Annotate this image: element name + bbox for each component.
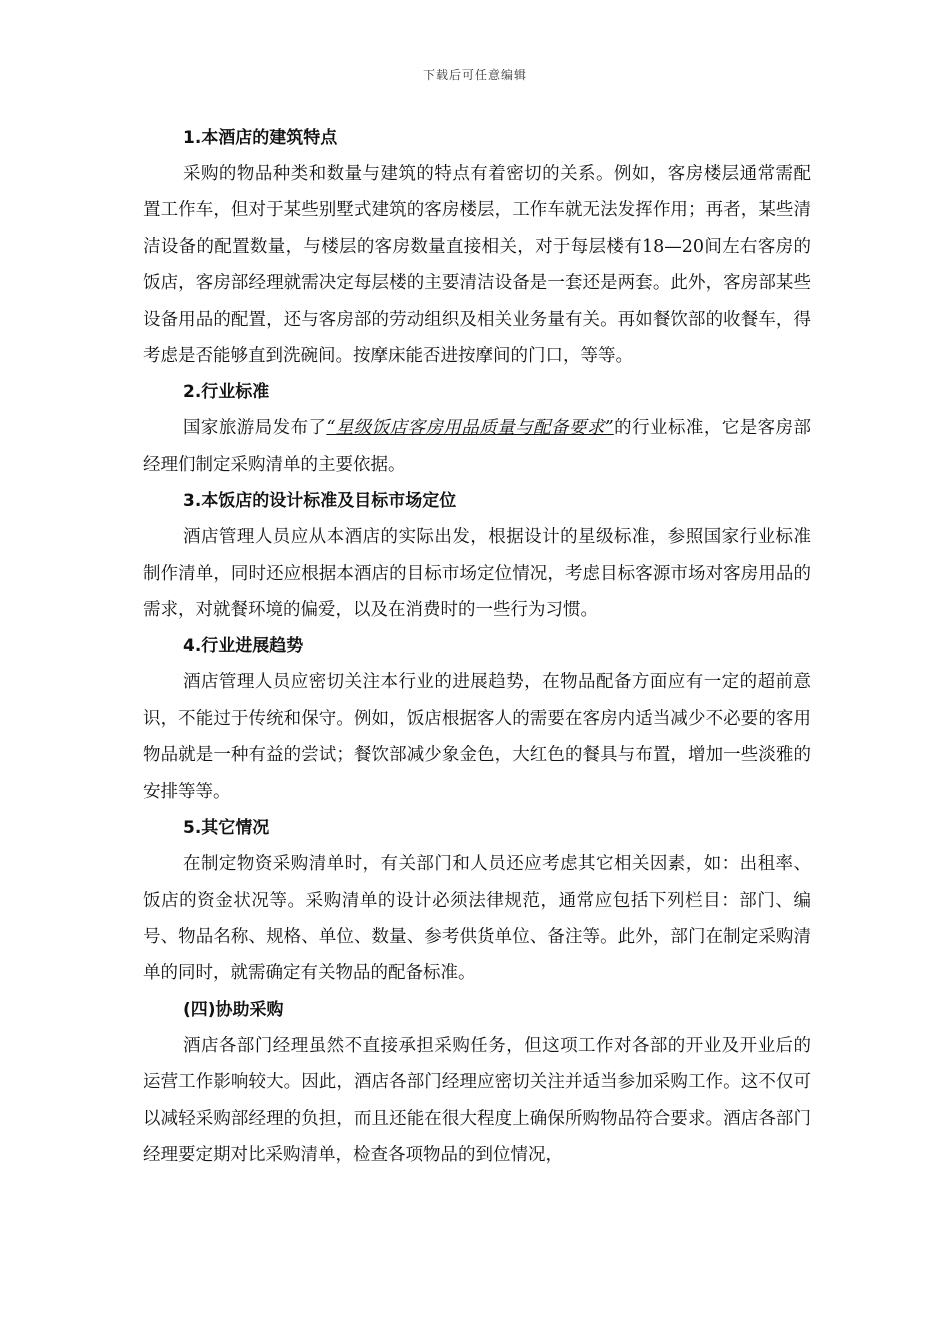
section-building-features [143, 120, 811, 374]
document-body [143, 120, 811, 1173]
section-paragraph: 酒店管理人员应密切关注本行业的进展趋势，在物品配备方面应有一定的超前意识，不能过于传统和保守。例如，饭店根据客人的需要在客房内适当减少不必要的客用物品就是一种有益的尝试；餐饮部减少象金色，大红色的餐具与布置，增加一些淡雅的安排等等。 [143, 672, 811, 802]
paragraph-text: 国家旅游局发布了 [183, 418, 327, 439]
standard-title-link[interactable]: “星级饭店客房用品质量与配备要求” [326, 418, 614, 439]
section-heading: 3.本饭店的设计标准及目标市场定位 [183, 491, 457, 512]
section-industry-standard [143, 374, 811, 483]
section-paragraph: 酒店管理人员应从本酒店的实际出发，根据设计的星级标准，参照国家行业标准制作清单，同时还应根据本酒店的目标市场定位情况，考虑目标客源市场对客房用品的需求，对就餐环境的偏爱，以及在消费时的一些行为习惯。 [143, 527, 811, 621]
section-paragraph: 在制定物资采购清单时，有关部门和人员还应考虑其它相关因素，如：出租率、饭店的资金状况等。采购清单的设计必须法律规范，通常应包括下列栏目：部门、编号、物品名称、规格、单位、数量、参考供货单位、备注等。此外，部门在制定采购清单的同时，就需确定有关物品的配备标准。 [143, 854, 811, 984]
section-other [143, 810, 811, 992]
page-header-note: 下载后可任意编辑 [422, 68, 527, 82]
section-design-standard [143, 483, 811, 628]
section-paragraph: 采购的物品种类和数量与建筑的特点有着密切的关系。例如，客房楼层通常需配置工作车，但对于某些别墅式建筑的客房楼层，工作车就无法发挥作用；再者，某些清洁设备的配置数量，与楼层的客房数量直接相关，对于每层楼有18—20间左右客房的饭店，客房部经理就需决定每层楼的主要清洁设备是一套还是两套。此外，客房部某些设备用品的配置，还与客房部的劳动组织及相关业务量有关。再如餐饮部的收餐车，得考虑是否能够直到洗碗间。按摩床能否进按摩间的门口，等等。 [143, 164, 811, 367]
section-assist-purchasing [143, 992, 811, 1174]
section-industry-trend [143, 628, 811, 810]
section-heading: 4.行业进展趋势 [183, 636, 304, 657]
section-heading: 5.其它情况 [183, 818, 270, 839]
section-heading: (四)协助采购 [183, 999, 284, 1020]
section-heading: 1.本酒店的建筑特点 [183, 128, 338, 148]
section-paragraph [143, 410, 811, 483]
paragraph-text: 的行业标准，它是客房部经理们制定采购清单的主要依据。 [143, 418, 811, 475]
section-paragraph: 酒店各部门经理虽然不直接承担采购任务，但这项工作对各部的开业及开业后的运营工作影响较大。因此，酒店各部门经理应密切关注并适当参加采购工作。这不仅可以减轻采购部经理的负担，而且还能在很大程度上确保所购物品符合要求。酒店各部门经理要定期对比采购清单，检查各项物品的到位情况， [143, 1035, 811, 1165]
section-heading: 2.行业标准 [183, 382, 270, 403]
